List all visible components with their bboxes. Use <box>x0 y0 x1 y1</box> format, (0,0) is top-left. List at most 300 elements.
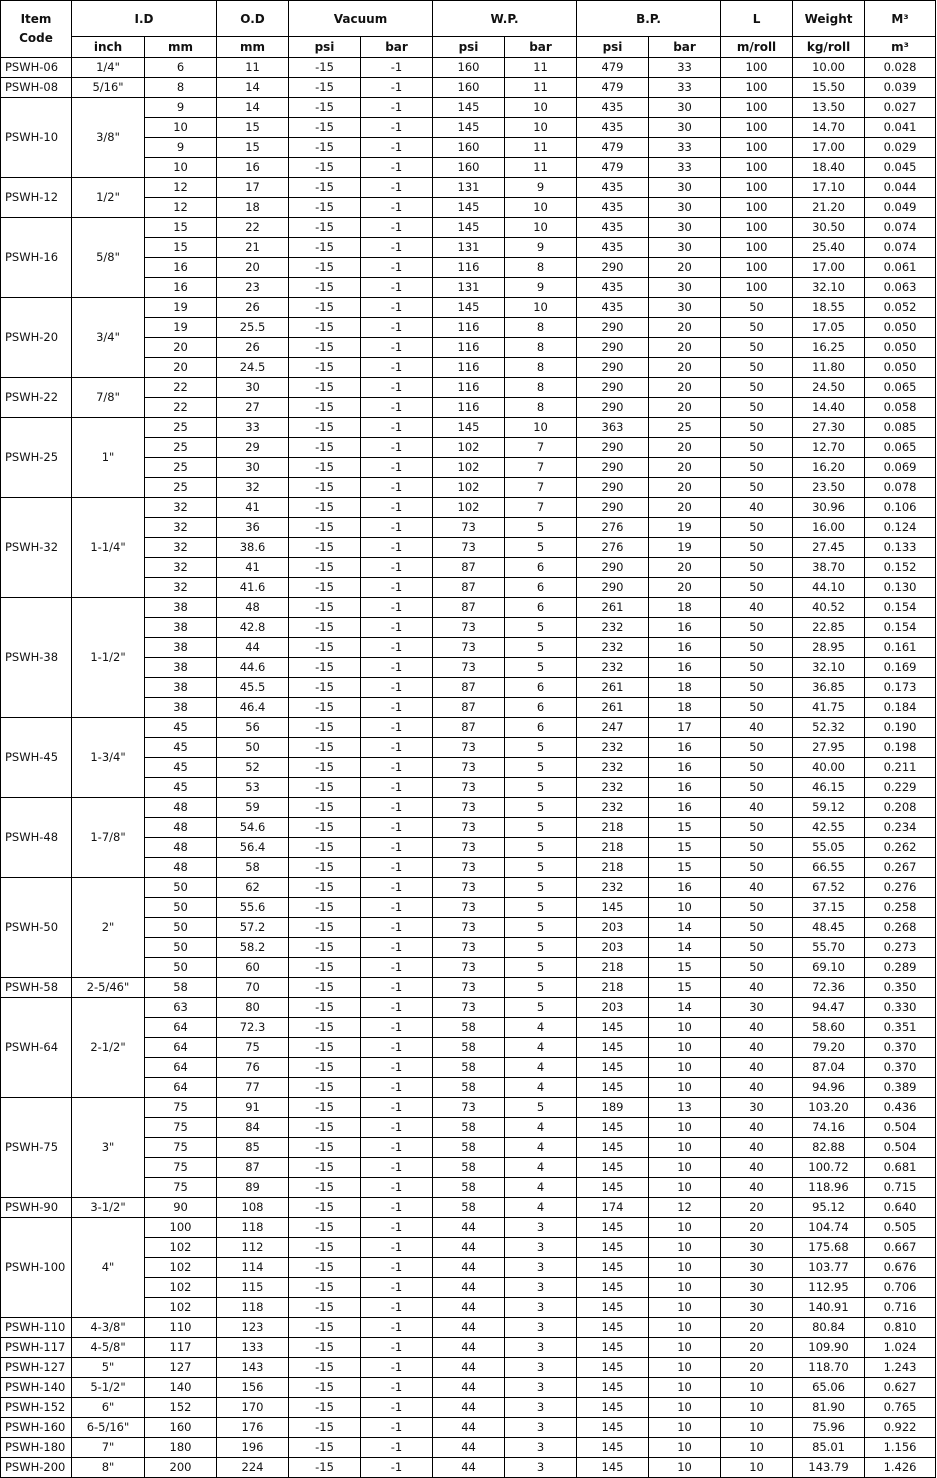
weight-cell: 17.10 <box>793 178 865 198</box>
bp-bar-cell: 10 <box>649 1078 721 1098</box>
vacuum-psi-cell: -15 <box>289 118 361 138</box>
bp-psi-cell: 290 <box>577 358 649 378</box>
id-mm-cell: 19 <box>145 318 217 338</box>
volume-cell: 0.069 <box>865 458 936 478</box>
bp-psi-cell: 145 <box>577 1378 649 1398</box>
od-mm-cell: 114 <box>217 1258 289 1278</box>
od-mm-cell: 60 <box>217 958 289 978</box>
od-mm-cell: 14 <box>217 78 289 98</box>
weight-cell: 41.75 <box>793 698 865 718</box>
vacuum-bar-cell: -1 <box>361 298 433 318</box>
weight-cell: 17.05 <box>793 318 865 338</box>
volume-cell: 0.370 <box>865 1038 936 1058</box>
weight-cell: 32.10 <box>793 278 865 298</box>
od-mm-cell: 21 <box>217 238 289 258</box>
length-cell: 50 <box>721 418 793 438</box>
wp-psi-cell: 116 <box>433 258 505 278</box>
vacuum-psi-cell: -15 <box>289 178 361 198</box>
bp-psi-cell: 290 <box>577 378 649 398</box>
volume-cell: 0.106 <box>865 498 936 518</box>
od-mm-cell: 16 <box>217 158 289 178</box>
weight-cell: 18.55 <box>793 298 865 318</box>
table-row <box>1 1358 936 1378</box>
volume-cell: 0.050 <box>865 358 936 378</box>
vacuum-bar-cell: -1 <box>361 1278 433 1298</box>
length-cell: 20 <box>721 1198 793 1218</box>
id-mm-cell: 22 <box>145 398 217 418</box>
bp-psi-cell: 290 <box>577 578 649 598</box>
wp-psi-cell: 131 <box>433 178 505 198</box>
id-mm-cell: 15 <box>145 238 217 258</box>
vacuum-bar-cell: -1 <box>361 1038 433 1058</box>
bp-psi-cell: 290 <box>577 338 649 358</box>
volume-cell: 0.262 <box>865 838 936 858</box>
volume-cell: 1.156 <box>865 1438 936 1458</box>
od-mm-cell: 156 <box>217 1378 289 1398</box>
vacuum-bar-cell: -1 <box>361 1178 433 1198</box>
weight-cell: 55.70 <box>793 938 865 958</box>
length-cell: 50 <box>721 858 793 878</box>
bp-bar-cell: 18 <box>649 678 721 698</box>
id-mm-cell: 32 <box>145 518 217 538</box>
bp-psi-cell: 145 <box>577 1018 649 1038</box>
volume-cell: 0.268 <box>865 918 936 938</box>
volume-cell: 0.050 <box>865 318 936 338</box>
od-mm-cell: 118 <box>217 1298 289 1318</box>
wp-psi-cell: 44 <box>433 1418 505 1438</box>
wp-bar-cell: 11 <box>505 78 577 98</box>
wp-bar-cell: 5 <box>505 638 577 658</box>
wp-psi-cell: 145 <box>433 198 505 218</box>
length-cell: 40 <box>721 1118 793 1138</box>
weight-cell: 30.50 <box>793 218 865 238</box>
volume-cell: 0.154 <box>865 618 936 638</box>
item-code-cell: PSWH-160 <box>1 1418 72 1438</box>
volume-cell: 0.058 <box>865 398 936 418</box>
weight-cell: 87.04 <box>793 1058 865 1078</box>
id-mm-cell: 90 <box>145 1198 217 1218</box>
id-mm-cell: 200 <box>145 1458 217 1478</box>
wp-bar-cell: 8 <box>505 378 577 398</box>
length-cell: 50 <box>721 458 793 478</box>
volume-cell: 1.243 <box>865 1358 936 1378</box>
weight-cell: 109.90 <box>793 1338 865 1358</box>
vacuum-psi-cell: -15 <box>289 738 361 758</box>
length-cell: 30 <box>721 1098 793 1118</box>
vacuum-psi-cell: -15 <box>289 358 361 378</box>
wp-psi-cell: 58 <box>433 1178 505 1198</box>
wp-bar-cell: 7 <box>505 458 577 478</box>
weight-cell: 118.70 <box>793 1358 865 1378</box>
weight-cell: 175.68 <box>793 1238 865 1258</box>
bp-psi-cell: 218 <box>577 958 649 978</box>
item-code-cell: PSWH-127 <box>1 1358 72 1378</box>
od-header: O.D <box>217 1 289 37</box>
bp-bar-cell: 14 <box>649 998 721 1018</box>
item-code-cell: PSWH-140 <box>1 1378 72 1398</box>
vacuum-bar-cell: -1 <box>361 1138 433 1158</box>
weight-cell: 24.50 <box>793 378 865 398</box>
vacuum-psi-cell: -15 <box>289 498 361 518</box>
wp-psi-cell: 73 <box>433 758 505 778</box>
table-row <box>1 98 936 118</box>
weight-cell: 23.50 <box>793 478 865 498</box>
od-mm-cell: 50 <box>217 738 289 758</box>
wp-psi-cell: 73 <box>433 858 505 878</box>
volume-cell: 0.922 <box>865 1418 936 1438</box>
wp-bar-cell: 4 <box>505 1038 577 1058</box>
bp-bar-cell: 10 <box>649 1178 721 1198</box>
wp-psi-cell: 73 <box>433 818 505 838</box>
id-mm-cell: 110 <box>145 1318 217 1338</box>
wp-bar-cell: 5 <box>505 998 577 1018</box>
vacuum-bar-cell: -1 <box>361 1398 433 1418</box>
vacuum-psi-cell: -15 <box>289 878 361 898</box>
wp-psi-cell: 58 <box>433 1198 505 1218</box>
id-mm-cell: 48 <box>145 818 217 838</box>
id-inch-cell: 7" <box>72 1438 145 1458</box>
wp-bar-cell: 4 <box>505 1138 577 1158</box>
vacuum-bar-cell: -1 <box>361 578 433 598</box>
bp-bar-cell: 10 <box>649 1458 721 1478</box>
vacuum-psi-cell: -15 <box>289 1458 361 1478</box>
wp-psi-cell: 73 <box>433 938 505 958</box>
table-row <box>1 498 936 518</box>
vacuum-psi-cell: -15 <box>289 1078 361 1098</box>
item-code-cell: PSWH-152 <box>1 1398 72 1418</box>
table-header <box>1 1 936 58</box>
item-code-cell: PSWH-58 <box>1 978 72 998</box>
wp-psi-cell: 160 <box>433 138 505 158</box>
item-code-header-line1: Item <box>20 12 52 26</box>
wp-bar-cell: 3 <box>505 1278 577 1298</box>
wp-psi-cell: 58 <box>433 1018 505 1038</box>
vacuum-psi-cell: -15 <box>289 1278 361 1298</box>
vacuum-psi-cell: -15 <box>289 818 361 838</box>
vacuum-psi-cell: -15 <box>289 678 361 698</box>
id-mm-cell: 64 <box>145 1038 217 1058</box>
vacuum-psi-cell: -15 <box>289 78 361 98</box>
id-mm-cell: 32 <box>145 558 217 578</box>
wp-bar-cell: 5 <box>505 618 577 638</box>
table-row <box>1 998 936 1018</box>
vacuum-bar-cell: -1 <box>361 138 433 158</box>
length-cell: 10 <box>721 1418 793 1438</box>
wp-bar-cell: 3 <box>505 1258 577 1278</box>
bp-psi-cell: 145 <box>577 1398 649 1418</box>
id-mm-cell: 140 <box>145 1378 217 1398</box>
length-cell: 50 <box>721 738 793 758</box>
vacuum-psi-cell: -15 <box>289 1218 361 1238</box>
wp-psi-cell: 87 <box>433 558 505 578</box>
bp-psi-cell: 290 <box>577 478 649 498</box>
item-code-cell: PSWH-100 <box>1 1218 72 1318</box>
id-mm-cell: 32 <box>145 578 217 598</box>
od-mm-cell: 38.6 <box>217 538 289 558</box>
weight-cell: 16.00 <box>793 518 865 538</box>
id-mm-cell: 75 <box>145 1118 217 1138</box>
wp-bar-cell: 5 <box>505 758 577 778</box>
table-row <box>1 1458 936 1478</box>
wp-bar-cell: 7 <box>505 478 577 498</box>
table-row <box>1 1438 936 1458</box>
bp-bar-cell: 15 <box>649 858 721 878</box>
bp-psi-cell: 247 <box>577 718 649 738</box>
vacuum-bar-cell: -1 <box>361 758 433 778</box>
volume-cell: 0.184 <box>865 698 936 718</box>
bp-psi-cell: 290 <box>577 438 649 458</box>
od-mm-cell: 70 <box>217 978 289 998</box>
vacuum-psi-cell: -15 <box>289 978 361 998</box>
length-cell: 50 <box>721 518 793 538</box>
bp-bar-cell: 20 <box>649 258 721 278</box>
volume-cell: 0.039 <box>865 78 936 98</box>
vacuum-psi-cell: -15 <box>289 838 361 858</box>
table-row <box>1 1398 936 1418</box>
wp-psi-cell: 116 <box>433 398 505 418</box>
bp-bar-cell: 16 <box>649 658 721 678</box>
id-mm-cell: 38 <box>145 618 217 638</box>
volume-cell: 0.276 <box>865 878 936 898</box>
wp-psi-cell: 58 <box>433 1138 505 1158</box>
vacuum-psi-cell: -15 <box>289 158 361 178</box>
id-mm-cell: 50 <box>145 938 217 958</box>
vacuum-psi-cell: -15 <box>289 1378 361 1398</box>
wp-psi-cell: 58 <box>433 1158 505 1178</box>
vacuum-psi-cell: -15 <box>289 138 361 158</box>
od-mm-cell: 23 <box>217 278 289 298</box>
weight-cell: 27.95 <box>793 738 865 758</box>
item-code-cell: PSWH-75 <box>1 1098 72 1198</box>
wp-psi-cell: 87 <box>433 598 505 618</box>
bp-psi-cell: 145 <box>577 1318 649 1338</box>
wp-bar-cell: 7 <box>505 498 577 518</box>
volume-cell: 0.258 <box>865 898 936 918</box>
bp-bar-cell: 10 <box>649 1138 721 1158</box>
id-mm-cell: 9 <box>145 138 217 158</box>
volume-cell: 0.065 <box>865 438 936 458</box>
bp-bar-cell: 13 <box>649 1098 721 1118</box>
id-mm-cell: 6 <box>145 58 217 78</box>
id-mm-cell: 48 <box>145 858 217 878</box>
vacuum-psi-cell: -15 <box>289 1238 361 1258</box>
od-mm-cell: 41 <box>217 558 289 578</box>
od-mm-cell: 27 <box>217 398 289 418</box>
weight-cell: 75.96 <box>793 1418 865 1438</box>
vacuum-bar-cell: -1 <box>361 918 433 938</box>
weight-cell: 37.15 <box>793 898 865 918</box>
length-cell: 40 <box>721 1078 793 1098</box>
bp-bar-subheader: bar <box>649 37 721 58</box>
wp-psi-cell: 116 <box>433 378 505 398</box>
wp-psi-cell: 58 <box>433 1058 505 1078</box>
wp-bar-cell: 3 <box>505 1358 577 1378</box>
wp-bar-cell: 5 <box>505 878 577 898</box>
vacuum-bar-cell: -1 <box>361 338 433 358</box>
length-cell: 50 <box>721 678 793 698</box>
wp-psi-cell: 102 <box>433 438 505 458</box>
id-mm-cell: 25 <box>145 458 217 478</box>
wp-bar-cell: 10 <box>505 218 577 238</box>
length-cell: 100 <box>721 118 793 138</box>
id-mm-cell: 75 <box>145 1178 217 1198</box>
length-cell: 10 <box>721 1398 793 1418</box>
id-inch-cell: 1/4" <box>72 58 145 78</box>
bp-bar-cell: 12 <box>649 1198 721 1218</box>
od-mm-cell: 123 <box>217 1318 289 1338</box>
vacuum-bar-cell: -1 <box>361 1098 433 1118</box>
length-cell: 50 <box>721 698 793 718</box>
table-row <box>1 298 936 318</box>
wp-bar-cell: 8 <box>505 318 577 338</box>
wp-psi-cell: 44 <box>433 1338 505 1358</box>
weight-cell: 15.50 <box>793 78 865 98</box>
vacuum-bar-cell: -1 <box>361 278 433 298</box>
wp-psi-cell: 44 <box>433 1398 505 1418</box>
length-cell: 10 <box>721 1458 793 1478</box>
volume-cell: 0.640 <box>865 1198 936 1218</box>
vacuum-psi-cell: -15 <box>289 538 361 558</box>
wp-psi-cell: 44 <box>433 1438 505 1458</box>
od-mm-cell: 48 <box>217 598 289 618</box>
od-mm-cell: 30 <box>217 458 289 478</box>
weight-cell: 40.52 <box>793 598 865 618</box>
bp-psi-cell: 261 <box>577 598 649 618</box>
weight-cell: 16.20 <box>793 458 865 478</box>
wp-psi-cell: 102 <box>433 458 505 478</box>
volume-cell: 0.208 <box>865 798 936 818</box>
volume-cell: 1.426 <box>865 1458 936 1478</box>
id-inch-cell: 3-1/2" <box>72 1198 145 1218</box>
volume-cell: 0.028 <box>865 58 936 78</box>
bp-psi-cell: 232 <box>577 618 649 638</box>
bp-bar-cell: 10 <box>649 1258 721 1278</box>
vacuum-psi-cell: -15 <box>289 858 361 878</box>
bp-psi-cell: 218 <box>577 858 649 878</box>
table-row <box>1 1098 936 1118</box>
bp-psi-cell: 203 <box>577 998 649 1018</box>
wp-bar-cell: 3 <box>505 1378 577 1398</box>
vacuum-bar-cell: -1 <box>361 558 433 578</box>
bp-psi-cell: 232 <box>577 778 649 798</box>
weight-cell: 81.90 <box>793 1398 865 1418</box>
length-cell: 50 <box>721 478 793 498</box>
weight-cell: 79.20 <box>793 1038 865 1058</box>
id-mm-cell: 20 <box>145 358 217 378</box>
od-mm-cell: 15 <box>217 118 289 138</box>
vacuum-psi-cell: -15 <box>289 218 361 238</box>
wp-psi-cell: 145 <box>433 98 505 118</box>
vacuum-bar-cell: -1 <box>361 1318 433 1338</box>
wp-psi-cell: 44 <box>433 1458 505 1478</box>
wp-bar-cell: 8 <box>505 398 577 418</box>
bp-psi-cell: 174 <box>577 1198 649 1218</box>
bp-psi-cell: 218 <box>577 818 649 838</box>
vacuum-bar-cell: -1 <box>361 1378 433 1398</box>
wp-psi-cell: 116 <box>433 338 505 358</box>
id-mm-cell: 12 <box>145 198 217 218</box>
table-row <box>1 418 936 438</box>
weight-cell: 30.96 <box>793 498 865 518</box>
vacuum-bar-cell: -1 <box>361 1338 433 1358</box>
length-cell: 10 <box>721 1378 793 1398</box>
volume-cell: 0.273 <box>865 938 936 958</box>
bp-psi-cell: 290 <box>577 258 649 278</box>
id-mm-cell: 63 <box>145 998 217 1018</box>
length-cell: 50 <box>721 318 793 338</box>
bp-psi-cell: 290 <box>577 458 649 478</box>
vacuum-psi-cell: -15 <box>289 778 361 798</box>
vacuum-bar-cell: -1 <box>361 978 433 998</box>
volume-cell: 0.085 <box>865 418 936 438</box>
id-mm-cell: 38 <box>145 598 217 618</box>
volume-cell: 0.667 <box>865 1238 936 1258</box>
length-cell: 50 <box>721 438 793 458</box>
weight-cell: 40.00 <box>793 758 865 778</box>
od-mm-cell: 56.4 <box>217 838 289 858</box>
weight-cell: 52.32 <box>793 718 865 738</box>
wp-bar-cell: 4 <box>505 1078 577 1098</box>
volume-cell: 0.124 <box>865 518 936 538</box>
item-code-cell: PSWH-50 <box>1 878 72 978</box>
bp-bar-cell: 10 <box>649 1238 721 1258</box>
bp-psi-cell: 145 <box>577 1138 649 1158</box>
wp-bar-cell: 7 <box>505 438 577 458</box>
bp-psi-cell: 218 <box>577 978 649 998</box>
bp-bar-cell: 33 <box>649 78 721 98</box>
table-row <box>1 178 936 198</box>
bp-psi-cell: 435 <box>577 118 649 138</box>
weight-cell: 55.05 <box>793 838 865 858</box>
wp-psi-cell: 87 <box>433 678 505 698</box>
bp-bar-cell: 10 <box>649 1438 721 1458</box>
volume-cell: 0.049 <box>865 198 936 218</box>
bp-psi-cell: 232 <box>577 798 649 818</box>
length-cell: 50 <box>721 918 793 938</box>
volume-cell: 1.024 <box>865 1338 936 1358</box>
bp-bar-cell: 18 <box>649 598 721 618</box>
bp-psi-cell: 145 <box>577 1438 649 1458</box>
volume-cell: 0.078 <box>865 478 936 498</box>
bp-bar-cell: 20 <box>649 398 721 418</box>
length-cell: 40 <box>721 1178 793 1198</box>
wp-bar-cell: 10 <box>505 298 577 318</box>
length-cell: 50 <box>721 838 793 858</box>
vacuum-bar-cell: -1 <box>361 478 433 498</box>
weight-cell: 100.72 <box>793 1158 865 1178</box>
length-unit-subheader: m/roll <box>721 37 793 58</box>
vacuum-psi-cell: -15 <box>289 998 361 1018</box>
wp-psi-cell: 44 <box>433 1358 505 1378</box>
bp-bar-cell: 20 <box>649 358 721 378</box>
od-mm-cell: 46.4 <box>217 698 289 718</box>
length-cell: 40 <box>721 798 793 818</box>
vacuum-bar-cell: -1 <box>361 178 433 198</box>
weight-unit-subheader: kg/roll <box>793 37 865 58</box>
bp-bar-cell: 14 <box>649 918 721 938</box>
table-row <box>1 1338 936 1358</box>
wp-psi-cell: 44 <box>433 1278 505 1298</box>
vacuum-psi-cell: -15 <box>289 198 361 218</box>
length-cell: 100 <box>721 238 793 258</box>
vacuum-psi-cell: -15 <box>289 1138 361 1158</box>
length-cell: 100 <box>721 158 793 178</box>
vacuum-bar-cell: -1 <box>361 1258 433 1278</box>
length-cell: 50 <box>721 398 793 418</box>
id-mm-cell: 75 <box>145 1158 217 1178</box>
wp-psi-cell: 145 <box>433 118 505 138</box>
wp-psi-cell: 73 <box>433 958 505 978</box>
